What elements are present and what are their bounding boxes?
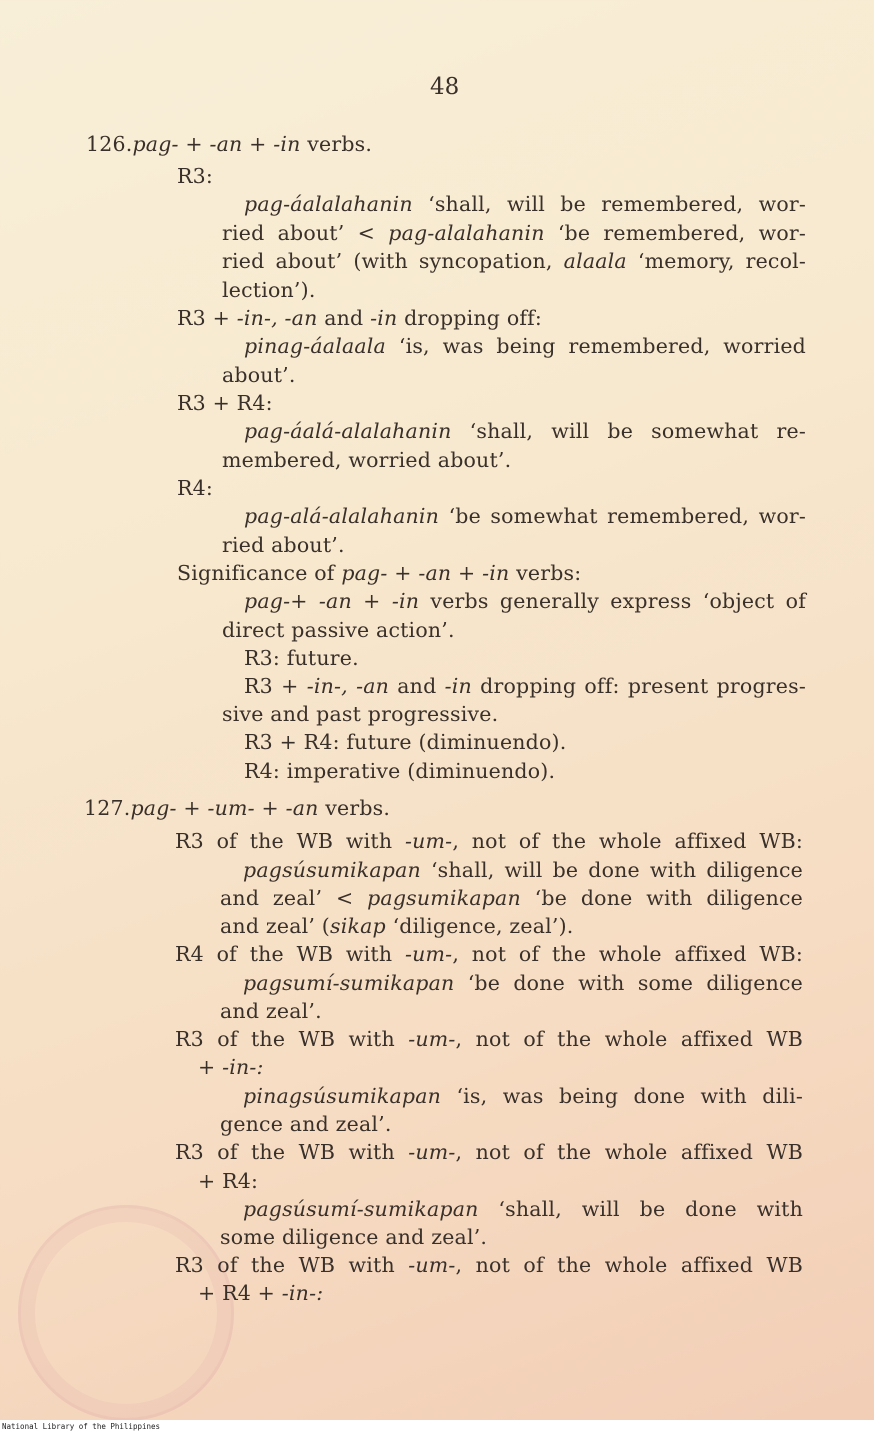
italic-term: pinag-áalaala [244,334,386,358]
text-line [244,729,566,755]
text-line [220,885,803,911]
text-line [177,475,213,501]
text-segment: R4: [177,476,213,500]
italic-term: -in [370,306,398,330]
text-line [175,1139,803,1165]
italic-term: pagsumí-sumikapan [243,971,455,995]
italic-term: -an [418,561,452,585]
italic-term: pag- [130,796,177,820]
text-segment: ‘memory, recol- [626,249,807,273]
text-segment: R3 of the WB with [175,1140,409,1164]
text-segment: 126. [86,132,133,156]
italic-term: pag-alalahanin [388,221,545,245]
text-segment: and zeal’. [220,999,322,1023]
text-segment: ‘diligence, zeal’). [385,914,574,938]
text-segment: ried about’. [222,533,345,557]
text-segment: about’. [222,363,296,387]
scan-footer: National Library of the Philippines [0,1420,874,1433]
text-line [243,1083,803,1109]
text-line [177,560,581,586]
text-line [222,532,345,558]
text-segment: ‘shall, will be done with diligence [420,858,803,882]
italic-term: -um- [405,942,453,966]
italic-term: -um- [207,796,255,820]
italic-term: -um- [408,1253,456,1277]
text-segment: lection’). [222,278,316,302]
italic-term: pag- [132,132,179,156]
text-line [220,913,574,939]
text-segment: R3: [177,164,213,188]
text-line [222,447,511,473]
italic-term: -in [391,589,420,613]
text-segment: verbs. [300,132,373,156]
italic-term: -um- [408,1140,456,1164]
text-segment: R3 + [177,306,237,330]
text-segment: ried about’ < [222,221,389,245]
text-segment: , not of the whole affixed WB: [452,942,803,966]
text-line [244,645,359,671]
text-line [220,998,322,1024]
text-line [222,362,296,388]
italic-term: -in [482,561,510,585]
text-line [177,305,542,331]
text-segment: R3 of the WB with [175,1027,409,1051]
italic-term: -in [444,674,472,698]
text-line [222,277,316,303]
text-line [244,758,555,784]
library-stamp-watermark [18,1205,234,1421]
text-segment: gence and zeal’. [220,1112,392,1136]
text-segment: R4 of the WB with [175,942,406,966]
text-segment: + [254,796,286,820]
page-number: 48 [430,74,460,100]
text-line [222,248,806,274]
text-segment: ‘is, was being remembered, worried [385,334,806,358]
text-line [175,828,803,854]
text-line [244,503,806,529]
text-segment: R3 of the WB with [175,829,406,853]
text-line [175,1252,803,1278]
text-line [243,857,803,883]
text-line [220,1111,392,1137]
text-segment: , not of the whole affixed WB [455,1253,804,1277]
text-segment: + R4: [198,1169,259,1193]
text-line [244,588,806,614]
text-line [244,333,806,359]
text-segment: , not of the whole affixed WB: [452,829,803,853]
text-segment: R3: future. [244,646,359,670]
text-line [222,701,498,727]
italic-term: pagsumikapan [367,886,521,910]
text-segment: + [242,132,274,156]
text-line [84,795,390,821]
italic-term: sikap [330,914,386,938]
italic-term: alaala [563,249,627,273]
italic-term: -an [318,589,352,613]
text-line [222,220,806,246]
text-line [220,1224,487,1250]
text-segment: + [451,561,483,585]
text-line [244,418,806,444]
text-segment: R3 of the WB with [175,1253,409,1277]
text-segment: ‘be done with diligence [520,886,804,910]
text-segment: ‘be done with some diligence [454,971,803,995]
text-segment: + [178,132,210,156]
text-line [175,1026,803,1052]
italic-term: -in-: [222,1055,264,1079]
italic-term: -in-: [281,1281,324,1305]
text-segment: + R4 + [198,1281,282,1305]
italic-term: pag- [341,561,388,585]
italic-term: pagsúsumikapan [243,858,421,882]
italic-term: -um- [408,1027,456,1051]
text-segment: some diligence and zeal’. [220,1225,488,1249]
text-segment: , not of the whole affixed WB [455,1027,804,1051]
text-segment: dropping off: [397,306,543,330]
text-line [244,191,806,217]
text-segment: + [290,589,319,613]
text-segment: sive and past progressive. [222,702,499,726]
italic-term: -in-, -an [306,674,390,698]
text-line [198,1280,323,1306]
italic-term: pag-alá-alalahanin [244,504,440,528]
italic-term: -in-, -an [236,306,318,330]
text-segment: Significance of [177,561,342,585]
text-line [198,1168,258,1194]
text-segment: ‘shall, will be remembered, wor- [412,192,806,216]
italic-term: -um- [405,829,453,853]
text-line [86,131,372,157]
text-segment: + [198,1055,223,1079]
italic-term: -in [273,132,301,156]
text-segment: and zeal’ < [220,886,368,910]
text-line [243,970,803,996]
text-segment: verbs generally express ‘object of [419,589,807,613]
text-segment: ‘be somewhat remembered, wor- [439,504,806,528]
text-line [175,941,803,967]
text-segment: R3 + R4: future (diminuendo). [244,730,567,754]
text-segment: and [317,306,371,330]
text-segment: verbs: [509,561,582,585]
text-segment: R3 + [244,674,307,698]
text-segment: ‘is, was being done with dili- [441,1084,803,1108]
italic-term: -an [285,796,319,820]
text-segment: verbs. [318,796,391,820]
italic-term: pag- [244,589,291,613]
text-segment: membered, worried about’. [222,448,512,472]
text-line [243,1196,803,1222]
text-line [244,673,806,699]
text-segment: R4: imperative (diminuendo). [244,759,556,783]
italic-term: pag-áalalahanin [244,192,413,216]
text-segment: and [389,674,445,698]
text-segment: ‘shall, will be done with [478,1197,803,1221]
text-segment: , not of the whole affixed WB [455,1140,804,1164]
text-line [177,163,213,189]
italic-term: pag-áalá-alalahanin [244,419,452,443]
text-segment: ried about’ (with syncopation, [222,249,564,273]
text-segment: + [387,561,419,585]
text-line [198,1054,264,1080]
text-segment: 127. [84,796,131,820]
italic-term: pinagsúsumikapan [243,1084,442,1108]
text-line [222,617,455,643]
text-segment: ‘shall, will be somewhat re- [451,419,806,443]
text-line [177,390,273,416]
text-segment: R3 + R4: [177,391,273,415]
text-segment: ‘be remembered, wor- [544,221,806,245]
text-segment: dropping off: present progres- [471,674,806,698]
text-segment: + [176,796,208,820]
text-segment: direct passive action’. [222,618,455,642]
text-segment: and zeal’ ( [220,914,331,938]
text-segment: + [351,589,392,613]
italic-term: pagsúsumí-sumikapan [243,1197,479,1221]
italic-term: -an [209,132,243,156]
